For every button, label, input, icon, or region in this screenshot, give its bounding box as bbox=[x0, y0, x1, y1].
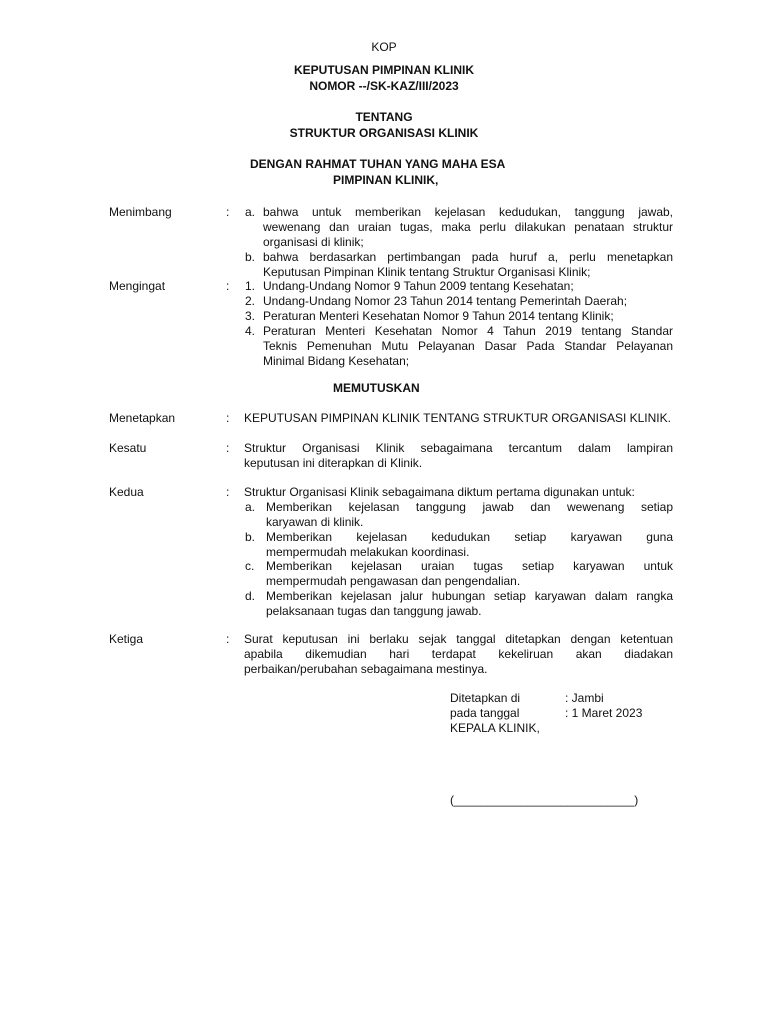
kesatu-label: Kesatu bbox=[109, 441, 147, 455]
menimbang-item-a-mark: a. bbox=[245, 205, 256, 219]
menimbang-item-a-line-1: bahwa untuk memberikan kejelasan kedudukan, tanggung jawab, bbox=[263, 205, 673, 219]
decree-number: NOMOR --/SK-KAZ/III/2023 bbox=[309, 79, 459, 93]
signature-place-value: : Jambi bbox=[565, 691, 604, 705]
ketiga-colon: : bbox=[226, 632, 230, 646]
tentang-label: TENTANG bbox=[355, 110, 413, 124]
kedua-item-d-line-2: pelaksanaan tugas dan tanggung jawab. bbox=[266, 604, 482, 618]
menimbang-item-b-line-2: Keputusan Pimpinan Klinik tentang Struktur Organisasi Klinik; bbox=[263, 265, 591, 279]
signature-title: KEPALA KLINIK, bbox=[450, 721, 540, 735]
kedua-item-b-line-2: mempermudah melakukan koordinasi. bbox=[266, 545, 470, 559]
mengingat-label: Mengingat bbox=[109, 279, 166, 293]
menetapkan-label: Menetapkan bbox=[109, 411, 176, 425]
kesatu-line-1: Struktur Organisasi Klinik sebagaimana tercantum dalam lampiran bbox=[244, 441, 673, 455]
mengingat-item-4-line-1: Peraturan Menteri Kesehatan Nomor 4 Tahun 2019 tentang Standar bbox=[263, 324, 673, 338]
kedua-item-a-line-1: Memberikan kejelasan tanggung jawab dan wewenang setiap bbox=[266, 500, 673, 514]
preamble-line-1: DENGAN RAHMAT TUHAN YANG MAHA ESA bbox=[250, 157, 506, 171]
mengingat-item-2-line-1: Undang-Undang Nomor 23 Tahun 2014 tentang Pemerintah Daerah; bbox=[263, 294, 628, 308]
ketiga-line-1: Surat keputusan ini berlaku sejak tanggal ditetapkan dengan ketentuan bbox=[244, 632, 673, 646]
mengingat-item-3-line-1: Peraturan Menteri Kesehatan Nomor 9 Tahun 2014 tentang Klinik; bbox=[263, 309, 614, 323]
kedua-item-d-mark: d. bbox=[245, 589, 256, 603]
kedua-item-c-mark: c. bbox=[245, 559, 255, 573]
kedua-colon: : bbox=[226, 485, 230, 499]
signature-name-blank: (___________________________) bbox=[450, 793, 639, 807]
mengingat-colon: : bbox=[226, 279, 230, 293]
signature-date-label: pada tanggal bbox=[450, 706, 520, 720]
signature-place-label: Ditetapkan di bbox=[450, 691, 521, 705]
kesatu-colon: : bbox=[226, 441, 230, 455]
mengingat-item-1-line-1: Undang-Undang Nomor 9 Tahun 2009 tentang Kesehatan; bbox=[263, 279, 574, 293]
mengingat-item-4-mark: 4. bbox=[245, 324, 256, 338]
preamble-line-2: PIMPINAN KLINIK, bbox=[333, 173, 439, 187]
kedua-intro: Struktur Organisasi Klinik sebagaimana diktum pertama digunakan untuk: bbox=[244, 485, 635, 499]
mengingat-item-3-mark: 3. bbox=[245, 309, 256, 323]
kedua-item-c-line-2: mempermudah pengawasan dan pengendalian. bbox=[266, 574, 521, 588]
kesatu-line-2: keputusan ini diterapkan di Klinik. bbox=[244, 456, 423, 470]
menimbang-item-a-line-3: organisasi di klinik; bbox=[263, 235, 364, 249]
ketiga-line-2: apabila dikemudian hari terdapat kekeliruan akan diadakan bbox=[244, 647, 673, 661]
kedua-item-c-line-1: Memberikan kejelasan uraian tugas setiap karyawan untuk bbox=[266, 559, 673, 573]
ketiga-line-3: perbaikan/perubahan sebagaimana mestinya. bbox=[244, 662, 488, 676]
mengingat-item-4-line-3: Minimal Bidang Kesehatan; bbox=[263, 354, 410, 368]
menimbang-item-a-line-2: wewenang dan uraian tugas, maka perlu dilakukan penataan struktur bbox=[263, 220, 673, 234]
menimbang-item-b-line-1: bahwa berdasarkan pertimbangan pada huruf a, perlu menetapkan bbox=[263, 250, 673, 264]
menimbang-label: Menimbang bbox=[109, 205, 172, 219]
memutuskan-heading: MEMUTUSKAN bbox=[333, 381, 420, 395]
kedua-item-d-line-1: Memberikan kejelasan jalur hubungan setiap karyawan dalam rangka bbox=[266, 589, 673, 603]
kedua-item-a-line-2: karyawan di klinik. bbox=[266, 515, 364, 529]
kop-label: KOP bbox=[371, 40, 397, 54]
mengingat-item-4-line-2: Teknis Pemenuhan Mutu Pelayanan Dasar Pada Standar Pelayanan bbox=[263, 339, 673, 353]
menimbang-colon: : bbox=[226, 205, 230, 219]
menetapkan-colon: : bbox=[226, 411, 230, 425]
decree-title: KEPUTUSAN PIMPINAN KLINIK bbox=[293, 63, 474, 77]
ketiga-label: Ketiga bbox=[109, 632, 144, 646]
kedua-label: Kedua bbox=[109, 485, 144, 499]
mengingat-item-2-mark: 2. bbox=[245, 294, 256, 308]
menimbang-item-b-mark: b. bbox=[245, 250, 256, 264]
signature-date-value: : 1 Maret 2023 bbox=[565, 706, 643, 720]
decree-subject: STRUKTUR ORGANISASI KLINIK bbox=[289, 126, 479, 140]
menetapkan-text: KEPUTUSAN PIMPINAN KLINIK TENTANG STRUKTUR ORGANISASI KLINIK. bbox=[244, 411, 671, 425]
kedua-item-b-line-1: Memberikan kejelasan kedudukan setiap karyawan guna bbox=[266, 530, 673, 544]
kedua-item-a-mark: a. bbox=[245, 500, 256, 514]
mengingat-item-1-mark: 1. bbox=[245, 279, 256, 293]
kedua-item-b-mark: b. bbox=[245, 530, 256, 544]
